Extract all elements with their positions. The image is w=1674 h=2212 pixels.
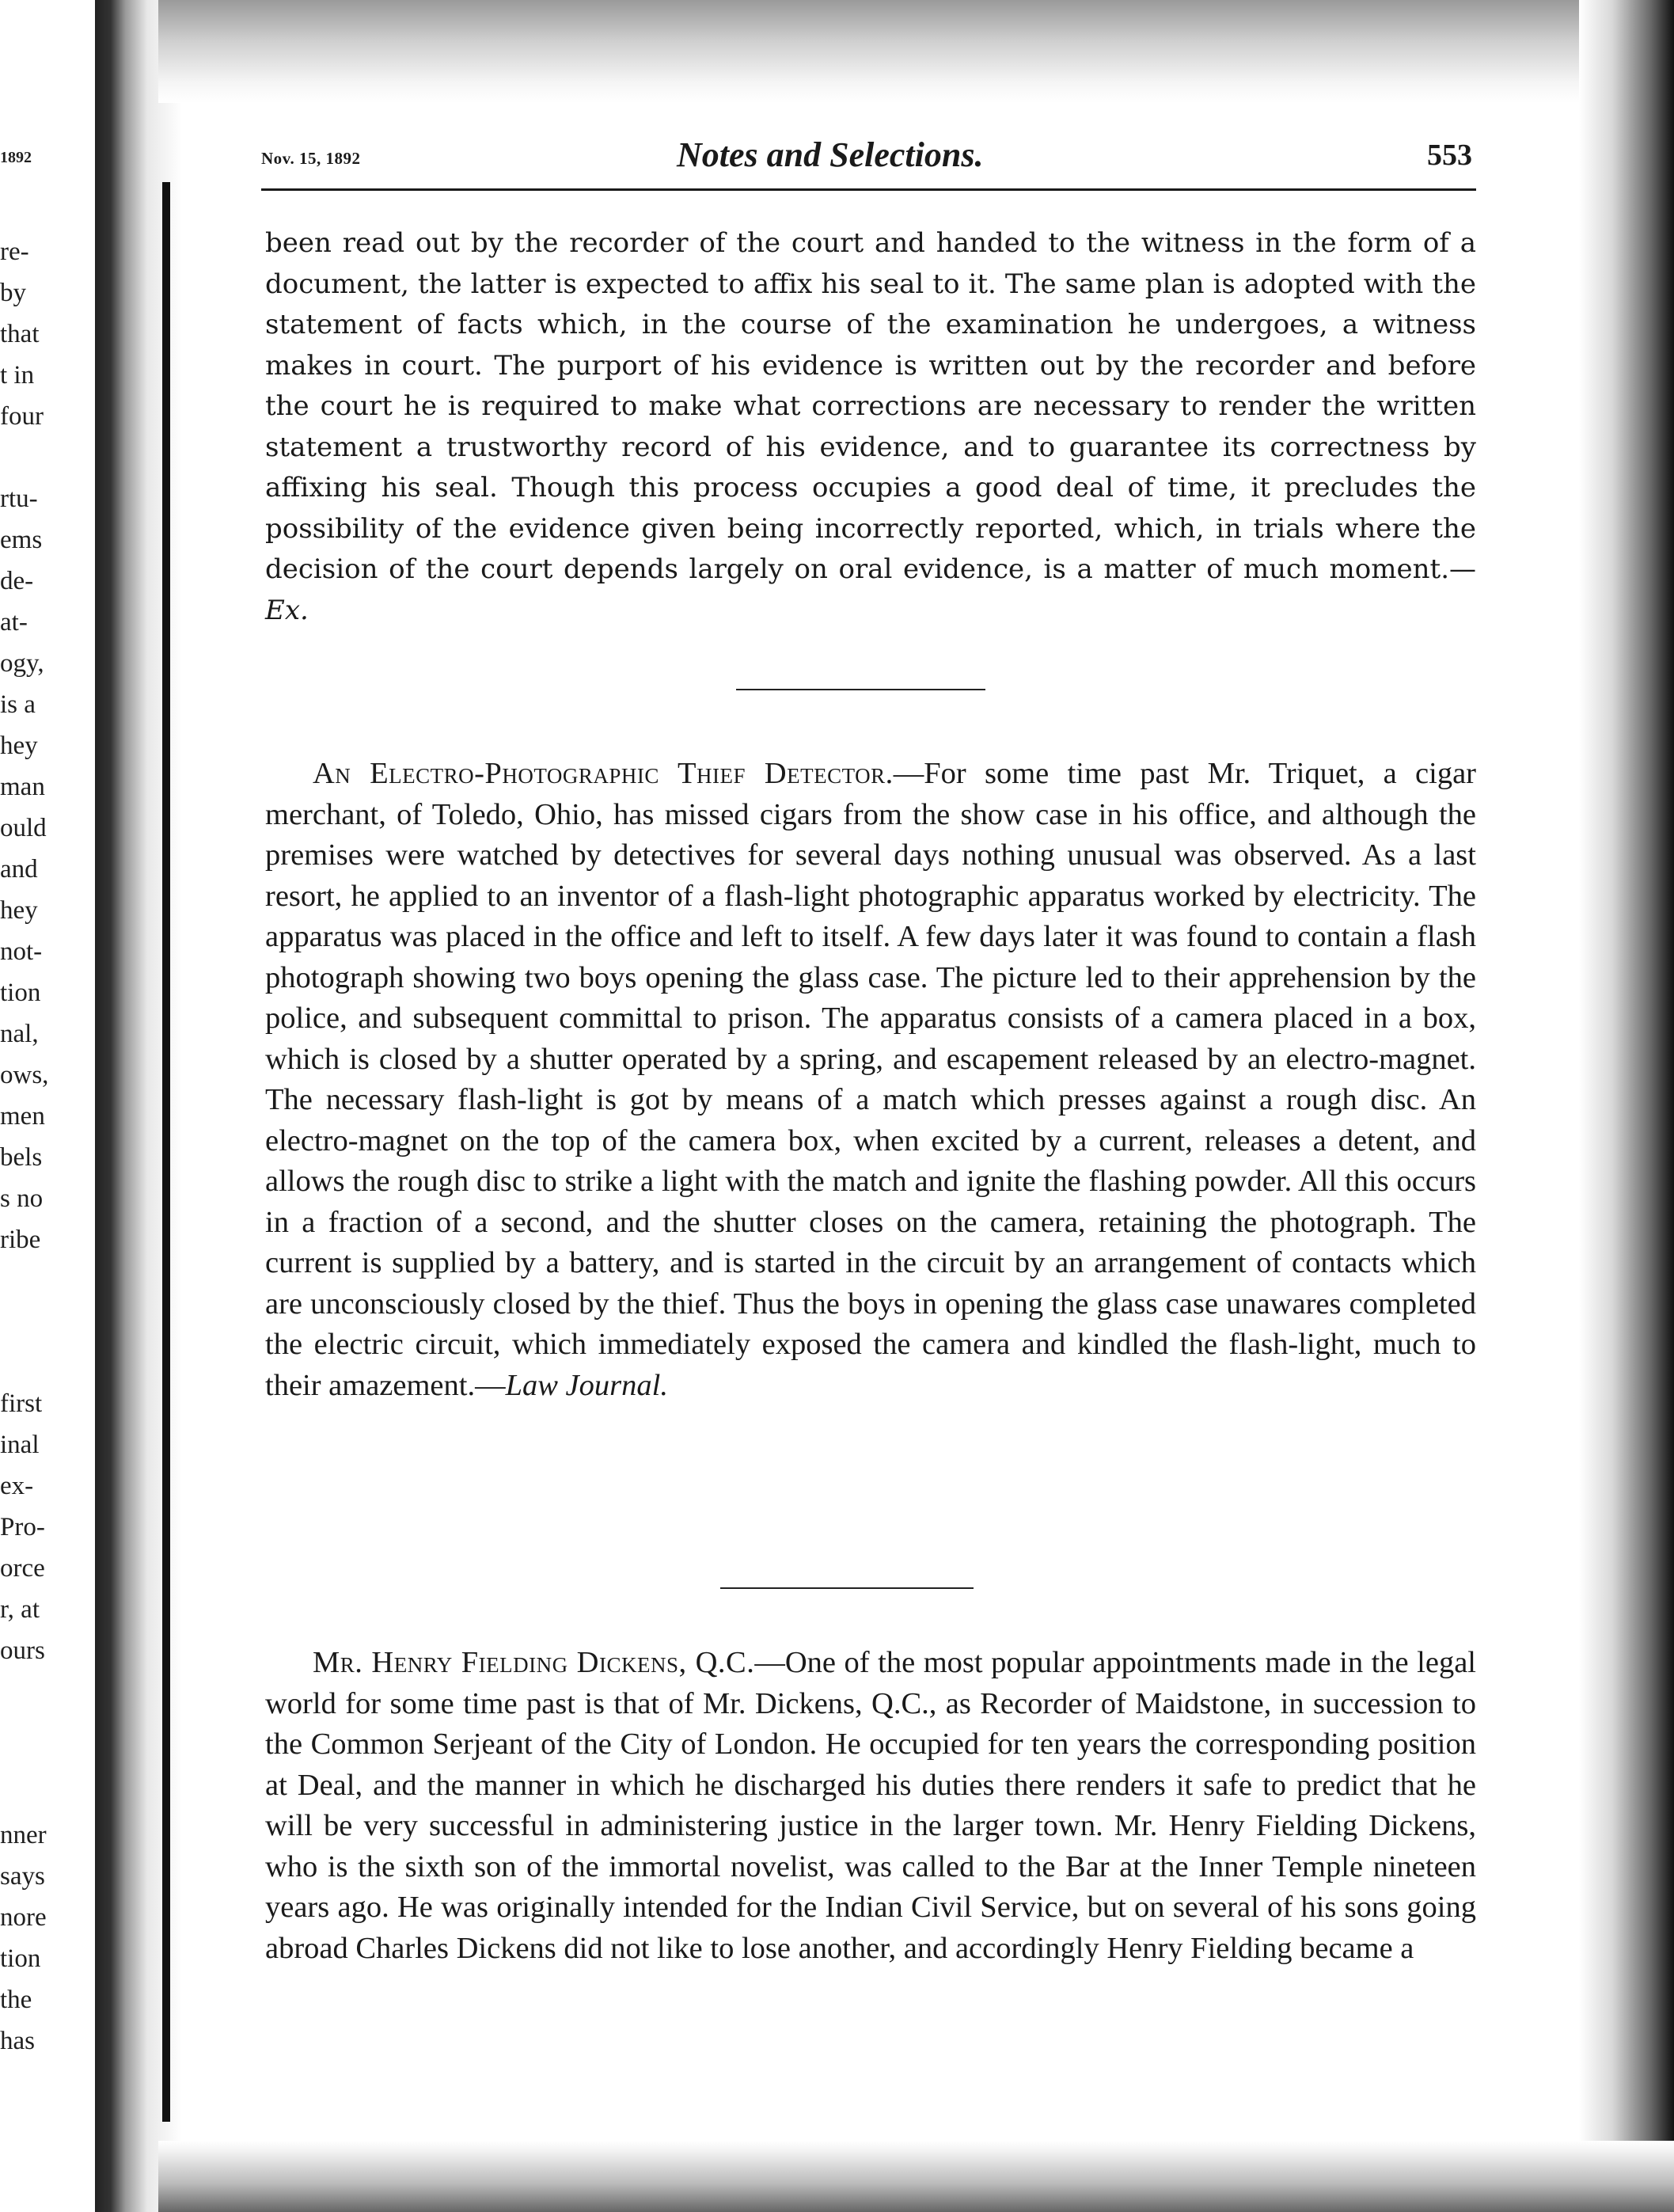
issue-date: Nov. 15, 1892 bbox=[261, 149, 361, 168]
previous-page-margin bbox=[0, 0, 97, 2212]
margin-fragment: by bbox=[0, 279, 26, 307]
margin-fragment: first bbox=[0, 1389, 43, 1418]
article-dickens bbox=[265, 1643, 1476, 1969]
margin-fragment: ows, bbox=[0, 1061, 49, 1089]
margin-fragment: de- bbox=[0, 567, 34, 595]
article-divider bbox=[736, 689, 985, 690]
page-number: 553 bbox=[1427, 139, 1472, 172]
margin-fragment: man bbox=[0, 773, 45, 801]
margin-fragment: has bbox=[0, 2027, 35, 2055]
margin-fragment: Pro- bbox=[0, 1513, 45, 1541]
margin-fragment: ribe bbox=[0, 1226, 41, 1254]
margin-fragment: inal bbox=[0, 1431, 40, 1459]
margin-fragment: that bbox=[0, 320, 40, 348]
margin-fragment: s no bbox=[0, 1184, 44, 1213]
header-rule bbox=[261, 188, 1476, 191]
article-heading: An Electro-Photographic Thief Detector. bbox=[313, 757, 894, 790]
margin-fragment: says bbox=[0, 1862, 45, 1891]
margin-fragment: tion bbox=[0, 979, 41, 1007]
article-body: —One of the most popular appointments made in the legal world for some time past is that of Mr. Dickens, Q.C., as Recorder of Maidstone, in succession to the Common Serjeant of the City of London. He occupied for ten years the corresponding position at Deal, and the manner in which he discharged his duties there renders it safe to predict that he will be very successful in administering justice in the larger town. Mr. Henry Fielding Dickens, who is the sixth son of the immortal novelist, was called to the Bar at the Inner Temple nineteen years ago. He was originally intended for the Indian Civil Service, but on several of his sons going abroad Charles Dickens did not like to lose another, and accordingly Henry Fielding became a bbox=[265, 1646, 1476, 1965]
scan-top-edge bbox=[158, 0, 1674, 103]
margin-fragment: orce bbox=[0, 1554, 45, 1583]
scan-bottom-edge bbox=[158, 2141, 1674, 2212]
margin-fragment: ex- bbox=[0, 1472, 34, 1500]
margin-fragment: 1892 bbox=[0, 149, 32, 166]
margin-fragment: nner bbox=[0, 1821, 47, 1849]
binding-edge bbox=[162, 182, 170, 2122]
margin-fragment: is a bbox=[0, 690, 36, 719]
margin-fragment: hey bbox=[0, 732, 38, 760]
margin-fragment: r, at bbox=[0, 1595, 40, 1624]
margin-fragment: not- bbox=[0, 937, 43, 966]
article-continued bbox=[265, 223, 1476, 631]
margin-fragment: tion bbox=[0, 1944, 41, 1973]
article-body: been read out by the recorder of the court and handed to the witness in the form of a document, the latter is expected to affix his seal to it. The same plan is adopted with the statement of facts which, in the course of the examination he undergoes, a witness makes in court. The purport of his evidence is written out by the recorder and before the court he is required to make what corrections are necessary to render the written statement a trustworthy record of his evidence, and to guarantee its correctness by affixing his seal. Though this process occupies a good deal of time, it precludes the possibility of the evidence given being incorrectly reported, which, in trials where the decision of the court depends largely on oral evidence, is a matter of much moment.— bbox=[265, 227, 1476, 585]
margin-fragment: rtu- bbox=[0, 485, 38, 513]
margin-fragment: bels bbox=[0, 1143, 43, 1172]
margin-fragment: nore bbox=[0, 1903, 47, 1932]
article-heading: Mr. Henry Fielding Dickens, Q.C. bbox=[313, 1646, 755, 1679]
margin-fragment: ould bbox=[0, 814, 47, 842]
running-header bbox=[261, 135, 1472, 182]
margin-fragment: at- bbox=[0, 608, 28, 637]
section-title: Notes and Selections. bbox=[677, 135, 984, 174]
margin-fragment: ogy, bbox=[0, 649, 44, 678]
margin-fragment: four bbox=[0, 402, 44, 431]
margin-fragment: re- bbox=[0, 238, 29, 266]
margin-fragment: and bbox=[0, 855, 38, 884]
article-source: Ex. bbox=[265, 594, 309, 626]
article-source: Law Journal. bbox=[505, 1368, 668, 1402]
article-divider bbox=[720, 1587, 974, 1589]
article-thief-detector bbox=[265, 754, 1476, 1406]
margin-fragment: ours bbox=[0, 1636, 45, 1665]
margin-fragment: men bbox=[0, 1102, 45, 1131]
margin-fragment: hey bbox=[0, 896, 38, 925]
scan-right-edge bbox=[1579, 0, 1674, 2212]
margin-fragment: the bbox=[0, 1986, 32, 2014]
article-body: —For some time past Mr. Triquet, a cigar merchant, of Toledo, Ohio, has missed cigars from the show case in his office, and although the premises were watched by detectives for several days nothing unusual was observed. As a last resort, he applied to an inventor of a flash-light photographic apparatus worked by electricity. The apparatus was placed in the office and left to itself. A few days later it was found to contain a flash photograph showing two boys opening the glass case. The picture led to their apprehension by the police, and subsequent committal to prison. The apparatus consists of a camera placed in a box, which is closed by a shutter operated by a spring, and escapement released by an electro-magnet. The necessary flash-light is got by means of a match which presses against a rough disc. An electro-magnet on the top of the camera box, when excited by a current, releases a detent, and allows the rough disc to strike a light with the match and ignite the flashing powder. All this occurs in a fraction of a second, and the shutter closes on the camera, retaining the photograph. The current is supplied by a battery, and is started in the circuit by an arrangement of contacts which are unconsciously closed by the thief. Thus the boys in opening the glass case unawares completed the electric circuit, which immediately exposed the camera and kindled the flash-light, much to their amazement.— bbox=[265, 757, 1476, 1402]
margin-fragment: ems bbox=[0, 526, 43, 554]
margin-fragment: t in bbox=[0, 361, 35, 390]
margin-fragment: nal, bbox=[0, 1020, 39, 1048]
